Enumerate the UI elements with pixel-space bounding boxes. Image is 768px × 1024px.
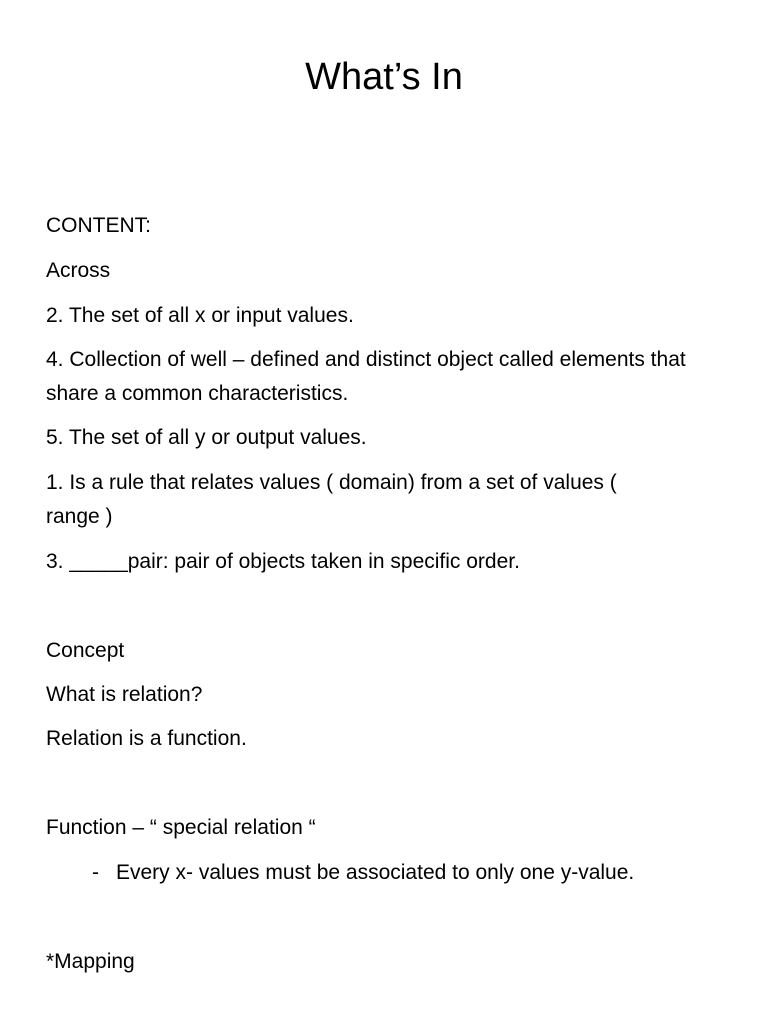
function-bullet	[92, 856, 634, 890]
concept-label: Concept	[46, 639, 125, 662]
bullet-text: Every x- values must be associated to only one y-value.	[116, 861, 635, 884]
page-title: What’s In	[305, 56, 463, 98]
mapping-label: *Mapping	[46, 950, 135, 973]
clue-3: 3. _____pair: pair of objects taken in specific order.	[46, 550, 520, 573]
clue-5: 5. The set of all y or output values.	[46, 426, 367, 449]
relation-statement: Relation is a function.	[46, 727, 247, 750]
bullet-dash: -	[92, 861, 99, 884]
content-label: CONTENT:	[46, 214, 151, 237]
across-label: Across	[46, 259, 111, 282]
clue-2: 2. The set of all x or input values.	[46, 304, 354, 327]
clue-1: 1. Is a rule that relates values ( domain) from a set of values ( range )	[46, 471, 617, 528]
function-heading: Function – “ special relation “	[46, 816, 316, 839]
clue-4: 4. Collection of well – defined and distinct object called elements that share a common characteristics.	[46, 348, 686, 405]
relation-question: What is relation?	[46, 683, 203, 706]
